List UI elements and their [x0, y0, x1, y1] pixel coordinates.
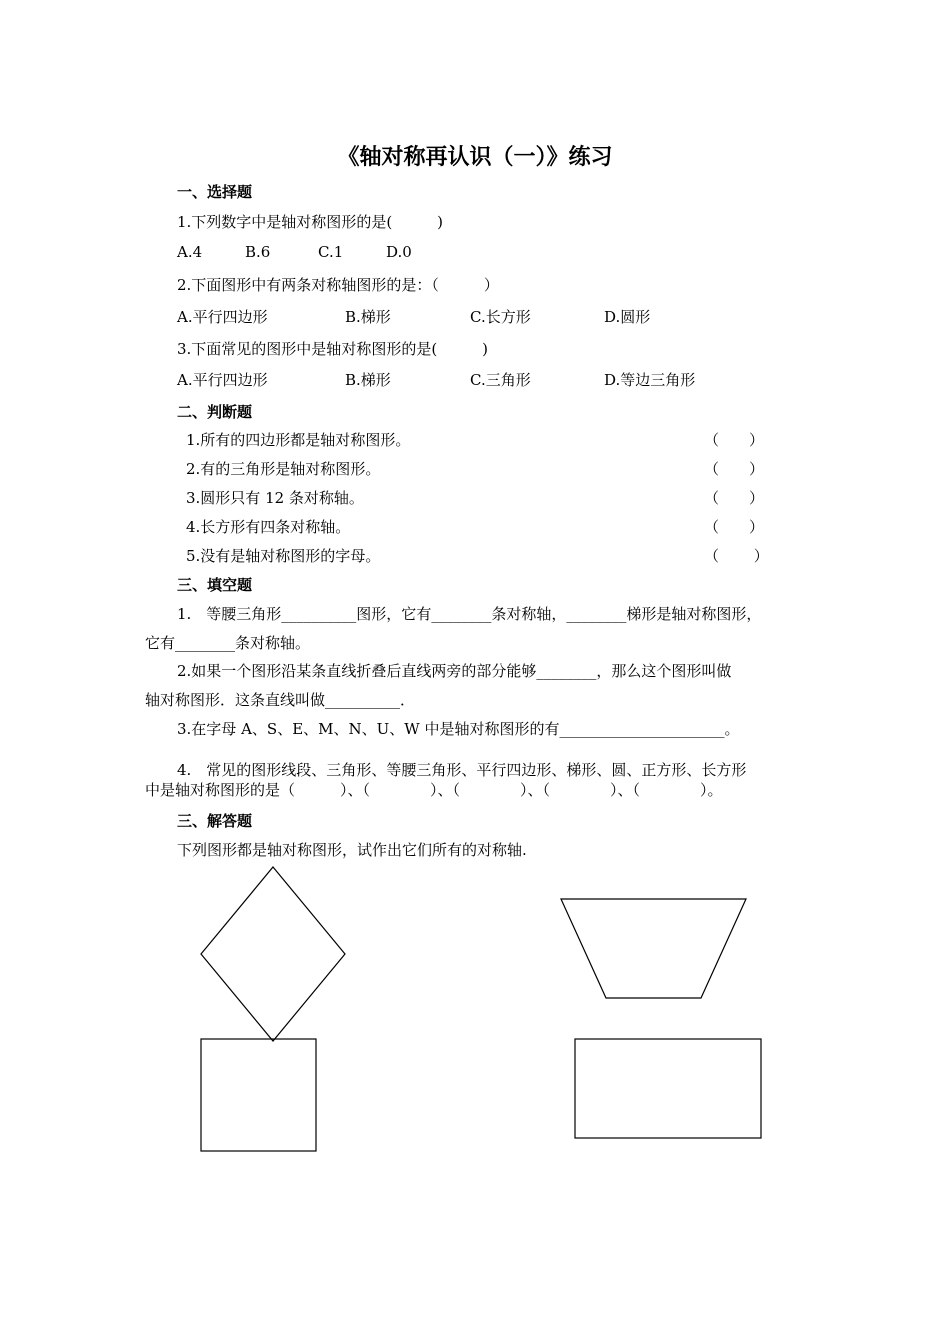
fill-question-3: 3.在字母 A、S、E、M、N、U、W 中是轴对称图形的有______________________。	[177, 720, 740, 738]
question-1-option-d: D.0	[386, 243, 412, 261]
fill-question-4-line-1: 4. 常见的图形线段、三角形、等腰三角形、平行四边形、梯形、圆、正方形、长方形	[177, 761, 747, 779]
fill-question-2-line-1: 2.如果一个图形沿某条直线折叠后直线两旁的部分能够________，那么这个图形叫做	[177, 662, 732, 680]
judge-item-5-paren[interactable]: （ ）	[704, 547, 769, 565]
trapezoid-shape	[561, 899, 746, 998]
diamond-shape	[201, 867, 345, 1041]
question-2-option-a: A.平行四边形	[177, 308, 268, 326]
judge-item-3-paren[interactable]: （ ）	[704, 489, 765, 507]
fill-question-1-line-2: 它有________条对称轴。	[145, 634, 311, 652]
question-2-stem: 2.下面图形中有两条对称轴图形的是：（ ）	[177, 276, 499, 294]
question-1-option-c: C.1	[318, 243, 344, 261]
question-3-option-d: D.等边三角形	[604, 371, 696, 389]
judge-item-3: 3.圆形只有 12 条对称轴。	[186, 489, 364, 507]
judge-item-1: 1.所有的四边形都是轴对称图形。	[186, 431, 411, 449]
answer-prompt: 下列图形都是轴对称图形，试作出它们所有的对称轴.	[177, 841, 527, 859]
fill-question-2-line-2: 轴对称图形．这条直线叫做__________．	[145, 691, 416, 709]
question-3-option-c: C.三角形	[470, 371, 531, 389]
question-3-stem: 3.下面常见的图形中是轴对称图形的是( )	[177, 340, 489, 358]
square-shape	[201, 1039, 316, 1151]
judge-item-5: 5.没有是轴对称图形的字母。	[186, 547, 381, 565]
judge-item-4-paren[interactable]: （ ）	[704, 518, 765, 536]
fill-question-1-line-1: 1. 等腰三角形__________图形，它有________条对称轴，________梯形是轴对称图形，	[177, 605, 762, 623]
page-title: 《轴对称再认识（一）》练习	[337, 144, 613, 170]
section-heading-judge: 二、判断题	[177, 403, 253, 421]
section-heading-fill: 三、填空题	[177, 576, 253, 594]
question-3-option-b: B.梯形	[345, 371, 391, 389]
section-heading-answer: 三、解答题	[177, 812, 253, 830]
judge-item-4: 4.长方形有四条对称轴。	[186, 518, 351, 536]
judge-item-2-paren[interactable]: （ ）	[704, 460, 765, 478]
question-2-option-d: D.圆形	[604, 308, 651, 326]
question-3-option-a: A.平行四边形	[177, 371, 268, 389]
question-1-option-b: B.6	[245, 243, 271, 261]
fill-question-4-line-2: 中是轴对称图形的是（ ）、（ ）、（ ）、（ ）、（ ）。	[145, 781, 723, 799]
judge-item-1-paren[interactable]: （ ）	[704, 431, 765, 449]
section-heading-choice: 一、选择题	[177, 183, 253, 201]
question-1-option-a: A.4	[177, 243, 203, 261]
judge-item-2: 2.有的三角形是轴对称图形。	[186, 460, 381, 478]
question-2-option-c: C.长方形	[470, 308, 531, 326]
question-2-option-b: B.梯形	[345, 308, 391, 326]
question-1-stem: 1.下列数字中是轴对称图形的是( )	[177, 213, 444, 231]
rectangle-shape	[575, 1039, 761, 1138]
